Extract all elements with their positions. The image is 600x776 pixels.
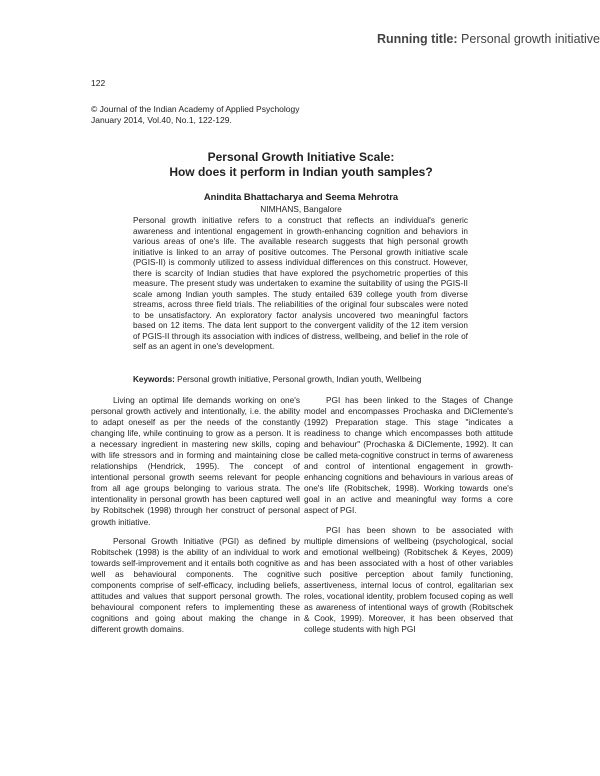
body-column-left [91,395,300,643]
running-title-text: Personal growth initiative [461,32,600,46]
body-column-right [304,395,513,643]
paragraph: Living an optimal life demands working on one's personal growth actively and intentionally, i.e. the ability to adapt oneself as per the needs of the constantly changing life, while continuing to grow as a person. It is a necessary ingredient in mastering new skills, coping with life stressors and in forming and maintaining close relationships (Hendrick, 1995). The concept of intentional personal growth seems relevant for people from all age groups belonging to various strata. The intentionality in personal growth has been captured well by Robitschek (1998) through her construct of personal growth initiative. [91,395,300,527]
article-title [91,150,511,179]
paragraph: Personal Growth Initiative (PGI) as defined by Robitschek (1998) is the ability of an individual to work towards self-improvement and it entails both cognitive as well as behavioural components. The cognitive components comprise of self-efficacy, including beliefs, attitudes and values that support personal growth. The behavioural component refers to implementing these cognitions and going about making the change in different growth domains. [91,535,300,634]
running-title [377,32,600,46]
running-title-label: Running title: [377,32,458,46]
authors: Anindita Bhattacharya and Seema Mehrotra [203,191,399,202]
paragraph: PGI has been shown to be associated with multiple dimensions of wellbeing (psychological, social and emotional wellbeing) (Robitschek & Keyes, 2009) and has been associated with a host of other variables such positive perception about family functioning, assertiveness, internal locus of control, egalitarian sex roles, vocational identity, problem focused coping as well as awareness of intentional ways of growth (Robitschek & Cook, 1999). Moreover, it has been observed that college students with high PGI [304,524,513,634]
abstract: Personal growth initiative refers to a construct that reflects an individual's generic awareness and intentional engagement in growth-enhancing cognition and behaviors in various areas of one's life. The available research suggests that high personal growth initiative is linked to an array of positive outcomes. The Personal growth initiative scale (PGIS-II) is commonly utilized to assess individual differences on this construct. However, there is scarcity of Indian studies that have explored the psychometric properties of this measure. The present study was undertaken to examine the suitability of using the PGIS-II scale among Indian youth samples. The study entailed 639 college youth from diverse streams, across three field trials. The reliabilities of the original four subscales were noted to be unsatisfactory. An exploratory factor analysis uncovered two meaningful factors based on 12 items. The data lent support to the convergent validity of the 12 item version of PGIS-II through its association with indices of distress, wellbeing, and belief in the role of self as an agent in one's development. [133,216,468,351]
affiliation: NIMHANS, Bangalore [260,204,342,214]
journal-info [91,104,300,126]
keywords [133,375,493,386]
page-number: 122 [91,78,106,88]
journal-name: © Journal of the Indian Academy of Applied Psychology [91,104,300,114]
keywords-label: Keywords: [133,375,175,384]
title-line-1: Personal Growth Initiative Scale: [207,150,395,164]
paragraph: PGI has been linked to the Stages of Change model and encompasses Prochaska and DiClemente's (1992) Preparation stage. This stage "indicates a readiness to change which encompasses both attitude and behaviour" (Prochaska & DiClemente, 1992). It can be called meta-cognitive construct in terms of awareness and control of intentional engagement in growth-enhancing cognitions and behaviours in various areas of one's life (Robitschek, 1998). Working towards one's goal in an active and meaningful way forms a core aspect of PGI. [304,395,513,516]
keywords-text: Personal growth initiative, Personal growth, Indian youth, Wellbeing [177,375,422,384]
journal-issue: January 2014, Vol.40, No.1, 122-129. [91,115,232,125]
title-line-2: How does it perform in Indian youth samples? [169,164,433,179]
